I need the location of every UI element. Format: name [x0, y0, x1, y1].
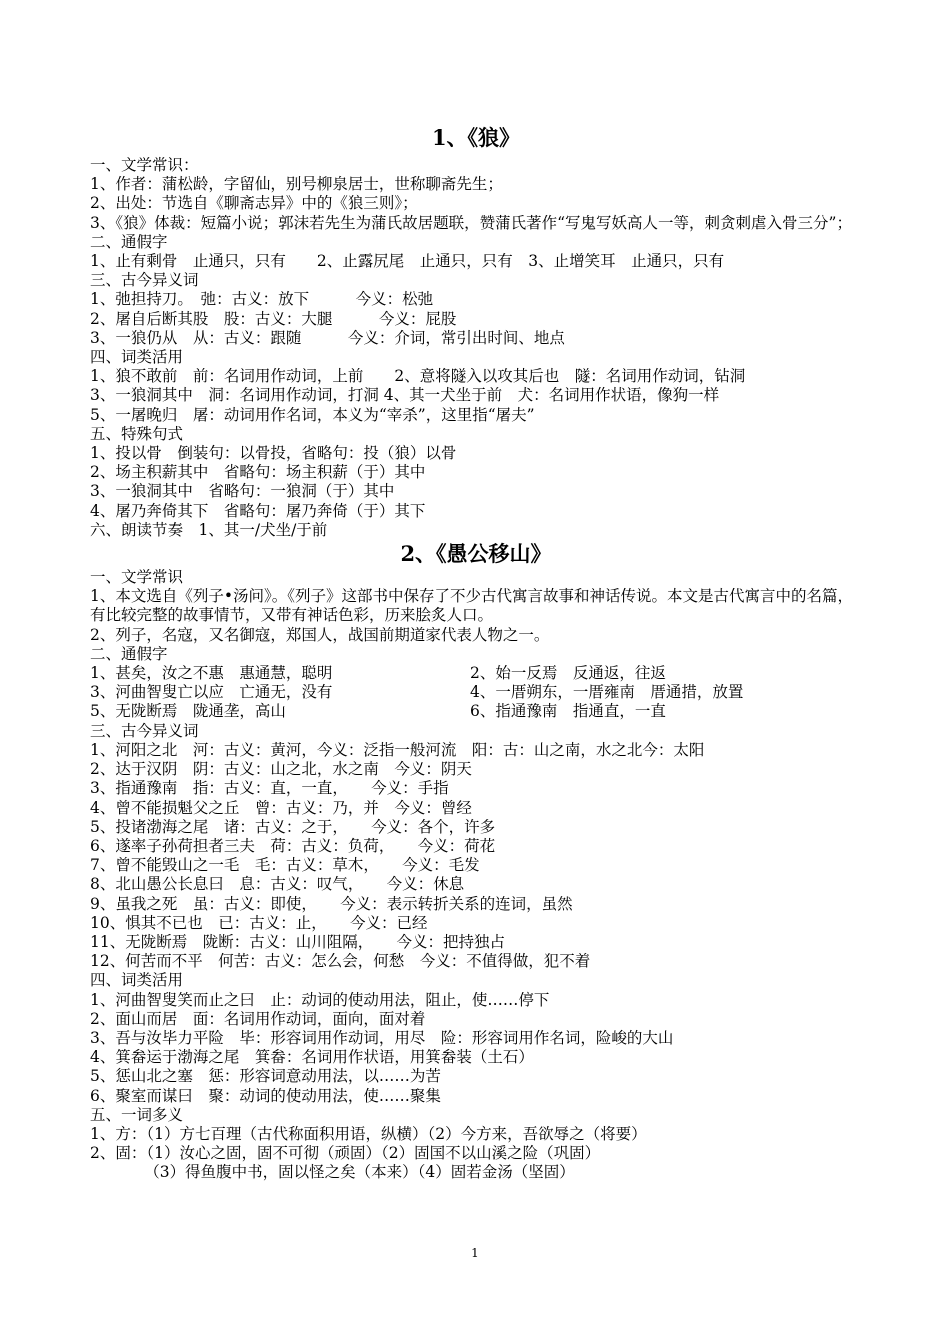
text-line: 四、词类活用 [90, 971, 184, 990]
text-line: 1、狼不敢前 前：名词用作动词，上前 2、意将隧入以攻其后也 隧：名词用作动词，钻洞 [90, 367, 746, 386]
text-line: 1、作者：蒲松龄，字留仙，别号柳泉居士，世称聊斋先生； [90, 175, 503, 194]
tongjia-row [90, 702, 862, 721]
text-line: 一、文学常识： [90, 156, 199, 174]
page-content [90, 124, 862, 1183]
text-line: 1、本文选自《列子•汤问》。《列子》这部书中保存了不少古代寓言故事和神话传说。本文是古代寓言中的名篇，有比较完整的故事情节，又带有神话色彩，历来脍炙人口。 [90, 587, 854, 625]
text-line: 三、古今异义词 [90, 271, 199, 290]
section-title-yugong: 2、《愚公移山》 [400, 541, 552, 567]
page-number: 1 [471, 1246, 479, 1260]
text-line: 6、聚室而谋曰 聚：动词的使动用法，使……聚集 [90, 1086, 441, 1105]
text-line: 6、遂率子孙荷担者三夫 荷：古义：负荷， 今义：荷花 [90, 836, 496, 855]
text-line: 2、达于汉阴 阴：古义：山之北，水之南 今义：阴天 [90, 760, 472, 779]
text-line: 3、《狼》体裁：短篇小说；郭沫若先生为蒲氏故居题联，赞蒲氏著作“写鬼写妖高人一等，刺贪刺虐入骨三分”； [90, 213, 852, 232]
text-line: 2、出处：节选自《聊斋志异》中的《狼三则》； [90, 194, 418, 213]
section-title-wolf: 1、《狼》 [431, 125, 521, 150]
text-line: 1、投以骨 倒装句：以骨投，省略句：投（狼）以骨 [90, 444, 457, 463]
text-line: 2、屠自后断其股 股：古义：大腿 今义：屁股 [90, 309, 457, 328]
tongjia-item: 2、始一反焉 反通返，往返 [470, 664, 666, 683]
section-body-wolf [90, 156, 862, 540]
text-line: 三、古今异义词 [90, 721, 199, 740]
text-line: 2、列子，名寇，又名御寇，郑国人，战国前期道家代表人物之一。 [90, 625, 550, 644]
text-line: 5、惩山北之塞 惩：形容词意动用法，以……为苦 [90, 1067, 441, 1086]
text-line: 12、何苦而不平 何苦：古义：怎么会，何愁 今义：不值得做，犯不着 [90, 952, 591, 971]
text-line: 1、弛担持刀。 弛：古义：放下 今义：松弛 [90, 290, 434, 309]
text-line: 2、场主积薪其中 省略句：场主积薪（于）其中 [90, 463, 426, 482]
text-line: 5、投诸渤海之尾 诸：古义：之于， 今义：各个，许多 [90, 817, 496, 836]
tongjia-item: 6、指通豫南 指通直，一直 [470, 702, 666, 721]
text-line: 8、北山愚公长息曰 息：古义：叹气， 今义：休息 [90, 875, 465, 894]
text-line: 10、惧其不已也 已：古义：止， 今义：已经 [90, 913, 428, 932]
section-body-yugong [90, 568, 862, 1183]
text-line: 二、通假字 [90, 644, 168, 663]
text-line: 7、曾不能毁山之一毛 毛：古义：草木， 今义：毛发 [90, 856, 480, 875]
text-line: 四、词类活用 [90, 348, 184, 367]
text-line: 3、指通豫南 指：古义：直，一直， 今义：手指 [90, 779, 449, 798]
text-line: 一、文学常识 [90, 568, 184, 587]
text-line: 二、通假字 [90, 232, 168, 251]
text-line: 2、面山而居 面：名词用作动词，面向，面对着 [90, 1009, 426, 1028]
text-line: 五、特殊句式 [90, 424, 184, 443]
text-line: 1、河阳之北 河：古义：黄河，今义：泛指一般河流 阳：古：山之南，水之北今：太阳 [90, 740, 705, 759]
tongjia-item: 5、无陇断焉 陇通垄，高山 [90, 702, 286, 721]
text-line: 1、止有剩骨 止通只，只有 2、止露尻尾 止通只，只有 3、止增笑耳 止通只，只有 [90, 252, 725, 271]
text-line: 3、吾与汝毕力平险 毕：形容词用作动词，用尽 险：形容词用作名词，险峻的大山 [90, 1028, 674, 1047]
text-line: 4、屠乃奔倚其下 省略句：屠乃奔倚（于）其下 [90, 501, 426, 520]
tongjia-item: 3、河曲智叟亡以应 亡通无，没有 [90, 683, 333, 702]
text-line: 1、方：（1）方七百理（古代称面积用语，纵横）（2）今方来，吾欲辱之（将要） [90, 1124, 647, 1143]
text-line: 4、箕畚运于渤海之尾 箕畚：名词用作状语，用箕畚装（土石） [90, 1048, 534, 1067]
text-line: 2、固：（1）汝心之固，固不可彻（顽固）（2）固国不以山溪之险（巩固） [90, 1144, 601, 1163]
text-line: 5、一屠晚归 屠：动词用作名词，本义为“宰杀”，这里指“屠夫” [90, 405, 535, 424]
tongjia-row [90, 664, 862, 683]
text-line: 3、一狼仍从 从：古义：跟随 今义：介词，常引出时间、地点 [90, 328, 565, 347]
text-line: （3）得鱼腹中书，固以怪之矣（本来）（4）固若金汤（坚固） [90, 1163, 575, 1182]
text-line: 11、无陇断焉 陇断：古义：山川阻隔， 今义：把持独占 [90, 932, 505, 951]
text-line: 五、一词多义 [90, 1105, 184, 1124]
text-line: 3、一狼洞其中 洞：名词用作动词，打洞 4、其一犬坐于前 犬：名词用作状语，像狗一样 [90, 386, 720, 405]
text-line: 1、河曲智叟笑而止之曰 止：动词的使动用法，阻止，使……停下 [90, 990, 550, 1009]
text-line: 9、虽我之死 虽：古义：即使， 今义：表示转折关系的连词，虽然 [90, 894, 573, 913]
text-line: 4、曾不能损魁父之丘 曾：古义：乃，并 今义：曾经 [90, 798, 472, 817]
text-line: 六、朗读节奏 1、其一/犬坐/于前 [90, 520, 328, 539]
text-line: 3、一狼洞其中 省略句：一狼洞（于）其中 [90, 482, 395, 501]
tongjia-row [90, 683, 862, 702]
tongjia-item: 4、一厝朔东，一厝雍南 厝通措，放置 [470, 683, 744, 702]
tongjia-item: 1、甚矣，汝之不惠 惠通慧，聪明 [90, 664, 333, 683]
